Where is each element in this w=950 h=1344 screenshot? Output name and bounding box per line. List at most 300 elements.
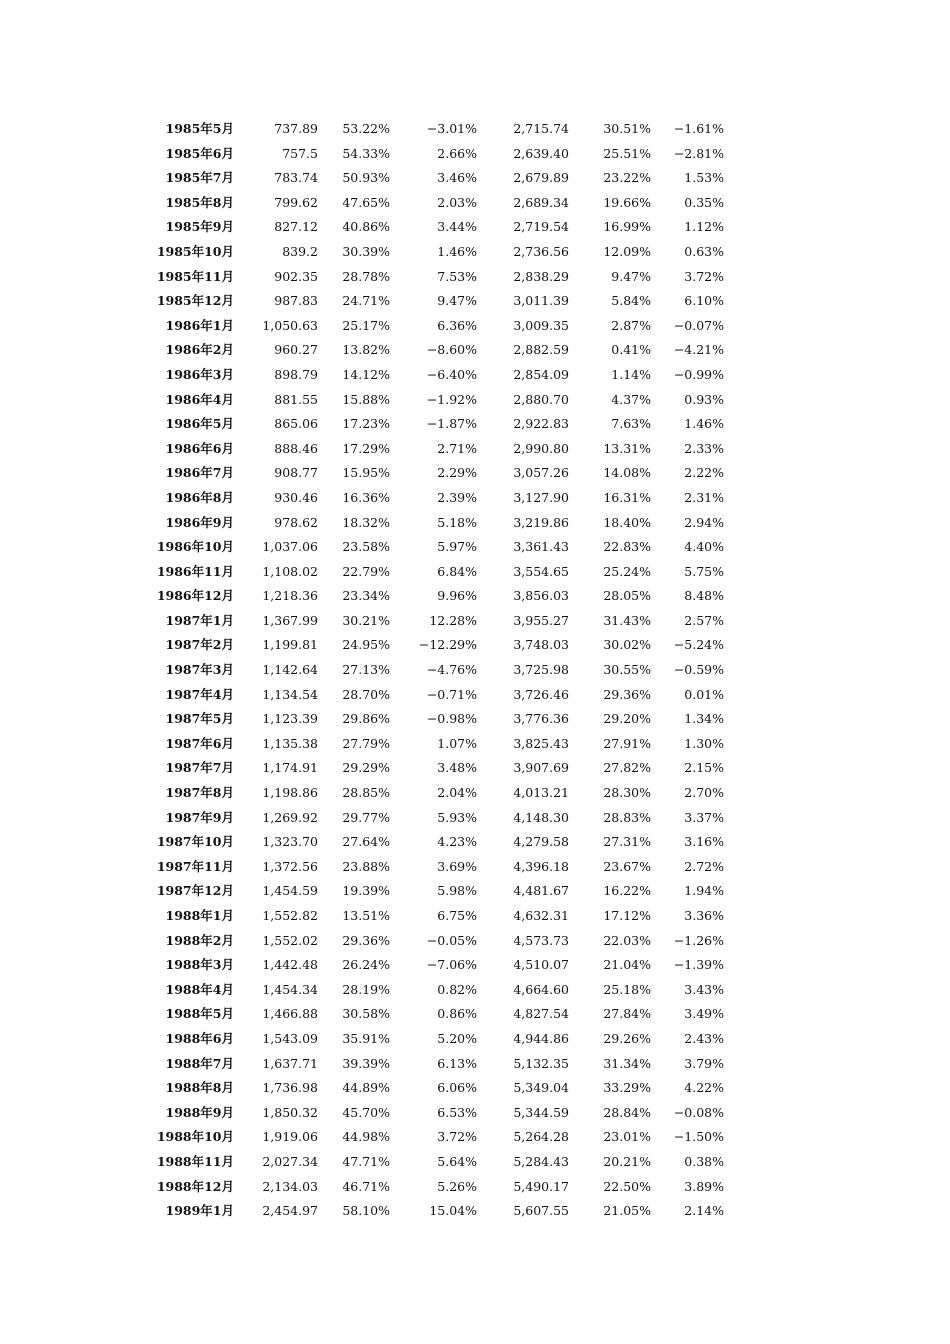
row-value-cell: 29.20% [603, 711, 651, 727]
row-date-label: 1988年11月 [156, 1153, 234, 1169]
row-value-cell: 25.18% [603, 981, 651, 997]
row-date-label: 1985年11月 [156, 268, 234, 284]
table-row [0, 781, 950, 806]
row-value-cell: 1,198.86 [262, 785, 318, 801]
row-value-cell: 3,825.43 [513, 735, 569, 751]
row-value-cell: 0.01% [684, 686, 724, 702]
table-row [0, 584, 950, 609]
row-value-cell: 5.20% [437, 1030, 477, 1046]
row-value-cell: −0.08% [673, 1104, 724, 1120]
row-date-label: 1986年8月 [165, 489, 234, 505]
row-value-cell: 25.24% [603, 563, 651, 579]
row-value-cell: 3,907.69 [513, 760, 569, 776]
row-value-cell: 3.89% [684, 1178, 724, 1194]
table-row [0, 535, 950, 560]
row-value-cell: 58.10% [342, 1203, 390, 1219]
row-date-label: 1988年10月 [156, 1129, 234, 1145]
row-date-label: 1986年12月 [156, 588, 234, 604]
table-row [0, 412, 950, 437]
row-value-cell: 21.05% [603, 1203, 651, 1219]
row-value-cell: 0.86% [437, 1006, 477, 1022]
row-value-cell: −3.01% [426, 121, 477, 136]
row-value-cell: 3.72% [437, 1129, 477, 1145]
row-value-cell: 23.67% [603, 858, 651, 874]
table-row [0, 609, 950, 634]
row-value-cell: 16.99% [603, 219, 651, 235]
row-value-cell: −12.29% [418, 637, 477, 653]
row-value-cell: 1,637.71 [262, 1055, 318, 1071]
row-value-cell: 28.78% [342, 268, 390, 284]
row-value-cell: 27.82% [603, 760, 651, 776]
row-date-label: 1985年9月 [165, 219, 234, 235]
table-row [0, 830, 950, 855]
row-value-cell: 1.12% [684, 219, 724, 235]
row-value-cell: 881.55 [274, 391, 318, 407]
row-value-cell: 757.5 [282, 145, 318, 161]
row-value-cell: 4.22% [684, 1080, 724, 1096]
row-value-cell: 1,323.70 [262, 834, 318, 850]
row-value-cell: 18.32% [342, 514, 390, 530]
row-value-cell: 3,955.27 [513, 612, 569, 628]
row-value-cell: 3,219.86 [513, 514, 569, 530]
table-row [0, 1076, 950, 1101]
table-row [0, 904, 950, 929]
row-value-cell: 53.22% [342, 121, 390, 136]
row-value-cell: 12.28% [429, 612, 477, 628]
row-value-cell: 2.70% [684, 785, 724, 801]
row-date-label: 1986年1月 [165, 317, 234, 333]
row-value-cell: 1,050.63 [262, 317, 318, 333]
row-value-cell: 1,454.59 [262, 883, 318, 899]
row-date-label: 1988年3月 [165, 957, 234, 973]
row-value-cell: 30.02% [603, 637, 651, 653]
row-value-cell: 6.06% [437, 1080, 477, 1096]
row-value-cell: 1.34% [684, 711, 724, 727]
row-value-cell: 5.64% [437, 1153, 477, 1169]
row-value-cell: 3.37% [684, 809, 724, 825]
table-row [0, 1150, 950, 1175]
row-date-label: 1985年10月 [156, 243, 234, 259]
row-value-cell: 27.84% [603, 1006, 651, 1022]
row-value-cell: 8.48% [684, 588, 724, 604]
row-value-cell: 27.79% [342, 735, 390, 751]
row-value-cell: 2.29% [437, 465, 477, 481]
row-value-cell: 3.36% [684, 908, 724, 923]
row-value-cell: −4.21% [673, 342, 724, 358]
row-value-cell: 47.71% [342, 1153, 390, 1169]
row-value-cell: 1.07% [437, 735, 477, 751]
row-value-cell: 13.82% [342, 342, 390, 358]
row-value-cell: 28.84% [603, 1104, 651, 1120]
row-value-cell: 6.10% [684, 293, 724, 309]
row-value-cell: 28.19% [342, 981, 390, 997]
row-value-cell: 21.04% [603, 957, 651, 973]
row-value-cell: −0.99% [673, 366, 724, 382]
row-value-cell: 2,689.34 [513, 194, 569, 210]
row-value-cell: 5.93% [437, 809, 477, 825]
row-date-label: 1987年6月 [165, 735, 234, 751]
row-value-cell: 898.79 [274, 366, 318, 382]
data-table [0, 117, 950, 1224]
row-value-cell: −7.06% [426, 957, 477, 973]
row-value-cell: 28.83% [603, 809, 651, 825]
row-value-cell: 3,776.36 [513, 711, 569, 727]
row-value-cell: 19.39% [342, 883, 390, 899]
row-value-cell: 1,123.39 [262, 711, 318, 727]
row-value-cell: 6.75% [437, 908, 477, 923]
row-value-cell: 13.31% [603, 440, 651, 456]
row-value-cell: −5.24% [673, 637, 724, 653]
row-value-cell: 1,454.34 [262, 981, 318, 997]
row-value-cell: 6.36% [437, 317, 477, 333]
row-value-cell: 0.82% [437, 981, 477, 997]
row-value-cell: 29.26% [603, 1030, 651, 1046]
row-value-cell: 50.93% [342, 170, 390, 186]
table-row [0, 1175, 950, 1200]
row-value-cell: 1,135.38 [262, 735, 318, 751]
row-value-cell: 2.66% [437, 145, 477, 161]
row-value-cell: 2,639.40 [513, 145, 569, 161]
row-value-cell: 30.21% [342, 612, 390, 628]
row-date-label: 1987年11月 [156, 858, 234, 874]
table-row [0, 289, 950, 314]
row-date-label: 1988年12月 [156, 1178, 234, 1194]
row-value-cell: 1.46% [684, 416, 724, 432]
row-value-cell: 3,361.43 [513, 539, 569, 555]
row-value-cell: 4,148.30 [513, 809, 569, 825]
row-value-cell: 839.2 [282, 243, 318, 259]
row-value-cell: −1.39% [673, 957, 724, 973]
row-value-cell: −0.59% [673, 662, 724, 678]
row-value-cell: 930.46 [274, 489, 318, 505]
row-value-cell: 24.95% [342, 637, 390, 653]
row-value-cell: 3.44% [437, 219, 477, 235]
row-value-cell: −0.98% [426, 711, 477, 727]
row-value-cell: 5,490.17 [513, 1178, 569, 1194]
row-value-cell: 0.38% [684, 1153, 724, 1169]
row-value-cell: 5.18% [437, 514, 477, 530]
row-date-label: 1987年8月 [165, 785, 234, 801]
row-value-cell: 7.63% [611, 416, 651, 432]
row-value-cell: 4,481.67 [513, 883, 569, 899]
row-value-cell: 6.53% [437, 1104, 477, 1120]
row-value-cell: 2,838.29 [513, 268, 569, 284]
row-value-cell: 20.21% [603, 1153, 651, 1169]
table-row [0, 756, 950, 781]
row-value-cell: 960.27 [274, 342, 318, 358]
row-value-cell: 15.95% [342, 465, 390, 481]
row-value-cell: 1,269.92 [262, 809, 318, 825]
row-value-cell: 902.35 [274, 268, 318, 284]
row-value-cell: 19.66% [603, 194, 651, 210]
row-value-cell: 23.22% [603, 170, 651, 186]
row-value-cell: 0.41% [611, 342, 651, 358]
row-value-cell: 30.39% [342, 243, 390, 259]
row-value-cell: 22.79% [342, 563, 390, 579]
row-value-cell: 3.49% [684, 1006, 724, 1022]
table-row [0, 806, 950, 831]
row-value-cell: 6.13% [437, 1055, 477, 1071]
row-date-label: 1986年2月 [165, 342, 234, 358]
row-value-cell: 2.15% [684, 760, 724, 776]
row-date-label: 1986年6月 [165, 440, 234, 456]
table-row [0, 265, 950, 290]
row-value-cell: −6.40% [426, 366, 477, 382]
row-value-cell: 22.03% [603, 932, 651, 948]
row-value-cell: 22.83% [603, 539, 651, 555]
row-value-cell: 4,279.58 [513, 834, 569, 850]
table-row [0, 486, 950, 511]
row-date-label: 1989年1月 [165, 1203, 234, 1219]
row-value-cell: 12.09% [603, 243, 651, 259]
row-value-cell: −0.07% [673, 317, 724, 333]
row-value-cell: −4.76% [426, 662, 477, 678]
table-row [0, 879, 950, 904]
row-value-cell: 2,880.70 [513, 391, 569, 407]
row-value-cell: 23.88% [342, 858, 390, 874]
row-value-cell: 3.46% [437, 170, 477, 186]
row-value-cell: 47.65% [342, 194, 390, 210]
row-value-cell: 29.29% [342, 760, 390, 776]
row-value-cell: 1,919.06 [262, 1129, 318, 1145]
row-value-cell: 1,372.56 [262, 858, 318, 874]
row-date-label: 1987年9月 [165, 809, 234, 825]
row-value-cell: 3,725.98 [513, 662, 569, 678]
row-value-cell: −0.05% [426, 932, 477, 948]
row-value-cell: 7.53% [437, 268, 477, 284]
row-value-cell: 3.43% [684, 981, 724, 997]
table-row [0, 633, 950, 658]
row-date-label: 1988年2月 [165, 932, 234, 948]
row-value-cell: 15.88% [342, 391, 390, 407]
table-row [0, 338, 950, 363]
row-value-cell: −1.92% [426, 391, 477, 407]
row-value-cell: 45.70% [342, 1104, 390, 1120]
row-value-cell: 3,009.35 [513, 317, 569, 333]
row-value-cell: 1,037.06 [262, 539, 318, 555]
row-value-cell: 27.91% [603, 735, 651, 751]
row-value-cell: 888.46 [274, 440, 318, 456]
row-value-cell: −1.87% [426, 416, 477, 432]
row-value-cell: 5,264.28 [513, 1129, 569, 1145]
row-value-cell: 17.29% [342, 440, 390, 456]
row-value-cell: 2.22% [684, 465, 724, 481]
row-date-label: 1986年4月 [165, 391, 234, 407]
row-value-cell: 1,552.02 [262, 932, 318, 948]
row-value-cell: 40.86% [342, 219, 390, 235]
row-value-cell: 23.58% [342, 539, 390, 555]
row-date-label: 1988年6月 [165, 1030, 234, 1046]
table-row [0, 511, 950, 536]
row-value-cell: 2,027.34 [262, 1153, 318, 1169]
row-value-cell: 46.71% [342, 1178, 390, 1194]
table-row [0, 978, 950, 1003]
row-date-label: 1985年8月 [165, 194, 234, 210]
row-date-label: 1987年12月 [156, 883, 234, 899]
row-value-cell: 4,510.07 [513, 957, 569, 973]
row-value-cell: 30.58% [342, 1006, 390, 1022]
row-value-cell: 2,990.80 [513, 440, 569, 456]
row-date-label: 1988年9月 [165, 1104, 234, 1120]
row-value-cell: 1,736.98 [262, 1080, 318, 1096]
row-date-label: 1986年7月 [165, 465, 234, 481]
row-date-label: 1986年10月 [156, 539, 234, 555]
row-value-cell: 4.40% [684, 539, 724, 555]
row-value-cell: 29.36% [342, 932, 390, 948]
row-value-cell: 2,679.89 [513, 170, 569, 186]
table-row [0, 437, 950, 462]
row-value-cell: 0.35% [684, 194, 724, 210]
row-value-cell: 1.53% [684, 170, 724, 186]
row-value-cell: 1,466.88 [262, 1006, 318, 1022]
row-value-cell: 2,922.83 [513, 416, 569, 432]
row-value-cell: 2.14% [684, 1203, 724, 1219]
row-date-label: 1986年9月 [165, 514, 234, 530]
row-value-cell: 2.87% [611, 317, 651, 333]
table-row [0, 683, 950, 708]
table-row [0, 855, 950, 880]
table-row [0, 1101, 950, 1126]
table-row [0, 1199, 950, 1224]
row-date-label: 1988年8月 [165, 1080, 234, 1096]
row-value-cell: 1,199.81 [262, 637, 318, 653]
row-value-cell: 24.71% [342, 293, 390, 309]
row-value-cell: 29.77% [342, 809, 390, 825]
table-row [0, 658, 950, 683]
table-row [0, 953, 950, 978]
row-value-cell: 26.24% [342, 957, 390, 973]
row-value-cell: 39.39% [342, 1055, 390, 1071]
row-value-cell: 2,854.09 [513, 366, 569, 382]
row-date-label: 1988年7月 [165, 1055, 234, 1071]
row-value-cell: 3,057.26 [513, 465, 569, 481]
table-row [0, 240, 950, 265]
row-value-cell: 2.39% [437, 489, 477, 505]
row-value-cell: −1.26% [673, 932, 724, 948]
row-value-cell: 2.04% [437, 785, 477, 801]
table-row [0, 117, 950, 142]
table-row [0, 560, 950, 585]
table-row [0, 191, 950, 216]
row-value-cell: 25.51% [603, 145, 651, 161]
row-value-cell: 5.97% [437, 539, 477, 555]
row-value-cell: 3,748.03 [513, 637, 569, 653]
row-value-cell: 1,442.48 [262, 957, 318, 973]
row-value-cell: 2.94% [684, 514, 724, 530]
row-value-cell: 1.30% [684, 735, 724, 751]
row-value-cell: 1,108.02 [262, 563, 318, 579]
row-date-label: 1988年4月 [165, 981, 234, 997]
row-value-cell: 2.31% [684, 489, 724, 505]
row-value-cell: 23.34% [342, 588, 390, 604]
row-value-cell: 1,367.99 [262, 612, 318, 628]
row-value-cell: 30.51% [603, 121, 651, 136]
row-value-cell: 0.63% [684, 243, 724, 259]
row-value-cell: 33.29% [603, 1080, 651, 1096]
row-value-cell: 3,127.90 [513, 489, 569, 505]
row-date-label: 1987年7月 [165, 760, 234, 776]
table-row [0, 1027, 950, 1052]
row-value-cell: 4,573.73 [513, 932, 569, 948]
row-value-cell: −0.71% [426, 686, 477, 702]
row-date-label: 1986年11月 [156, 563, 234, 579]
row-value-cell: 865.06 [274, 416, 318, 432]
row-date-label: 1987年2月 [165, 637, 234, 653]
table-row [0, 363, 950, 388]
row-value-cell: 5,349.04 [513, 1080, 569, 1096]
row-value-cell: 18.40% [603, 514, 651, 530]
row-date-label: 1987年10月 [156, 834, 234, 850]
row-value-cell: 1.46% [437, 243, 477, 259]
row-value-cell: 28.05% [603, 588, 651, 604]
row-value-cell: 16.22% [603, 883, 651, 899]
row-value-cell: 5,607.55 [513, 1203, 569, 1219]
row-value-cell: 3.72% [684, 268, 724, 284]
row-value-cell: 25.17% [342, 317, 390, 333]
row-value-cell: −2.81% [673, 145, 724, 161]
row-value-cell: 978.62 [274, 514, 318, 530]
table-row [0, 732, 950, 757]
row-value-cell: 3.16% [684, 834, 724, 850]
row-value-cell: 27.13% [342, 662, 390, 678]
row-value-cell: 3.48% [437, 760, 477, 776]
row-value-cell: 2.57% [684, 612, 724, 628]
row-value-cell: 4.23% [437, 834, 477, 850]
row-value-cell: −1.50% [673, 1129, 724, 1145]
row-value-cell: 27.64% [342, 834, 390, 850]
row-value-cell: 3,011.39 [513, 293, 569, 309]
row-value-cell: −1.61% [673, 121, 724, 136]
row-date-label: 1986年3月 [165, 366, 234, 382]
row-value-cell: 9.96% [437, 588, 477, 604]
row-value-cell: 5,284.43 [513, 1153, 569, 1169]
table-row [0, 388, 950, 413]
row-value-cell: 783.74 [274, 170, 318, 186]
row-value-cell: 35.91% [342, 1030, 390, 1046]
row-value-cell: 3,726.46 [513, 686, 569, 702]
row-value-cell: 29.86% [342, 711, 390, 727]
row-value-cell: 16.36% [342, 489, 390, 505]
row-value-cell: 4,396.18 [513, 858, 569, 874]
row-value-cell: 14.12% [342, 366, 390, 382]
row-value-cell: 2,134.03 [262, 1178, 318, 1194]
row-value-cell: 23.01% [603, 1129, 651, 1145]
row-value-cell: 9.47% [437, 293, 477, 309]
table-row [0, 707, 950, 732]
row-value-cell: 799.62 [274, 194, 318, 210]
row-value-cell: 4.37% [611, 391, 651, 407]
row-value-cell: 44.89% [342, 1080, 390, 1096]
row-date-label: 1987年5月 [165, 711, 234, 727]
table-row [0, 1125, 950, 1150]
row-value-cell: 17.23% [342, 416, 390, 432]
row-value-cell: 1.14% [611, 366, 651, 382]
row-value-cell: 4,632.31 [513, 908, 569, 923]
row-value-cell: 15.04% [429, 1203, 477, 1219]
row-date-label: 1987年3月 [165, 662, 234, 678]
table-row [0, 1002, 950, 1027]
row-value-cell: 27.31% [603, 834, 651, 850]
row-value-cell: 2,454.97 [262, 1203, 318, 1219]
row-value-cell: 827.12 [274, 219, 318, 235]
row-date-label: 1985年12月 [156, 293, 234, 309]
row-value-cell: 31.34% [603, 1055, 651, 1071]
row-value-cell: 4,944.86 [513, 1030, 569, 1046]
row-value-cell: 2,715.74 [513, 121, 569, 136]
row-value-cell: 1,134.54 [262, 686, 318, 702]
row-date-label: 1985年6月 [165, 145, 234, 161]
table-row [0, 166, 950, 191]
